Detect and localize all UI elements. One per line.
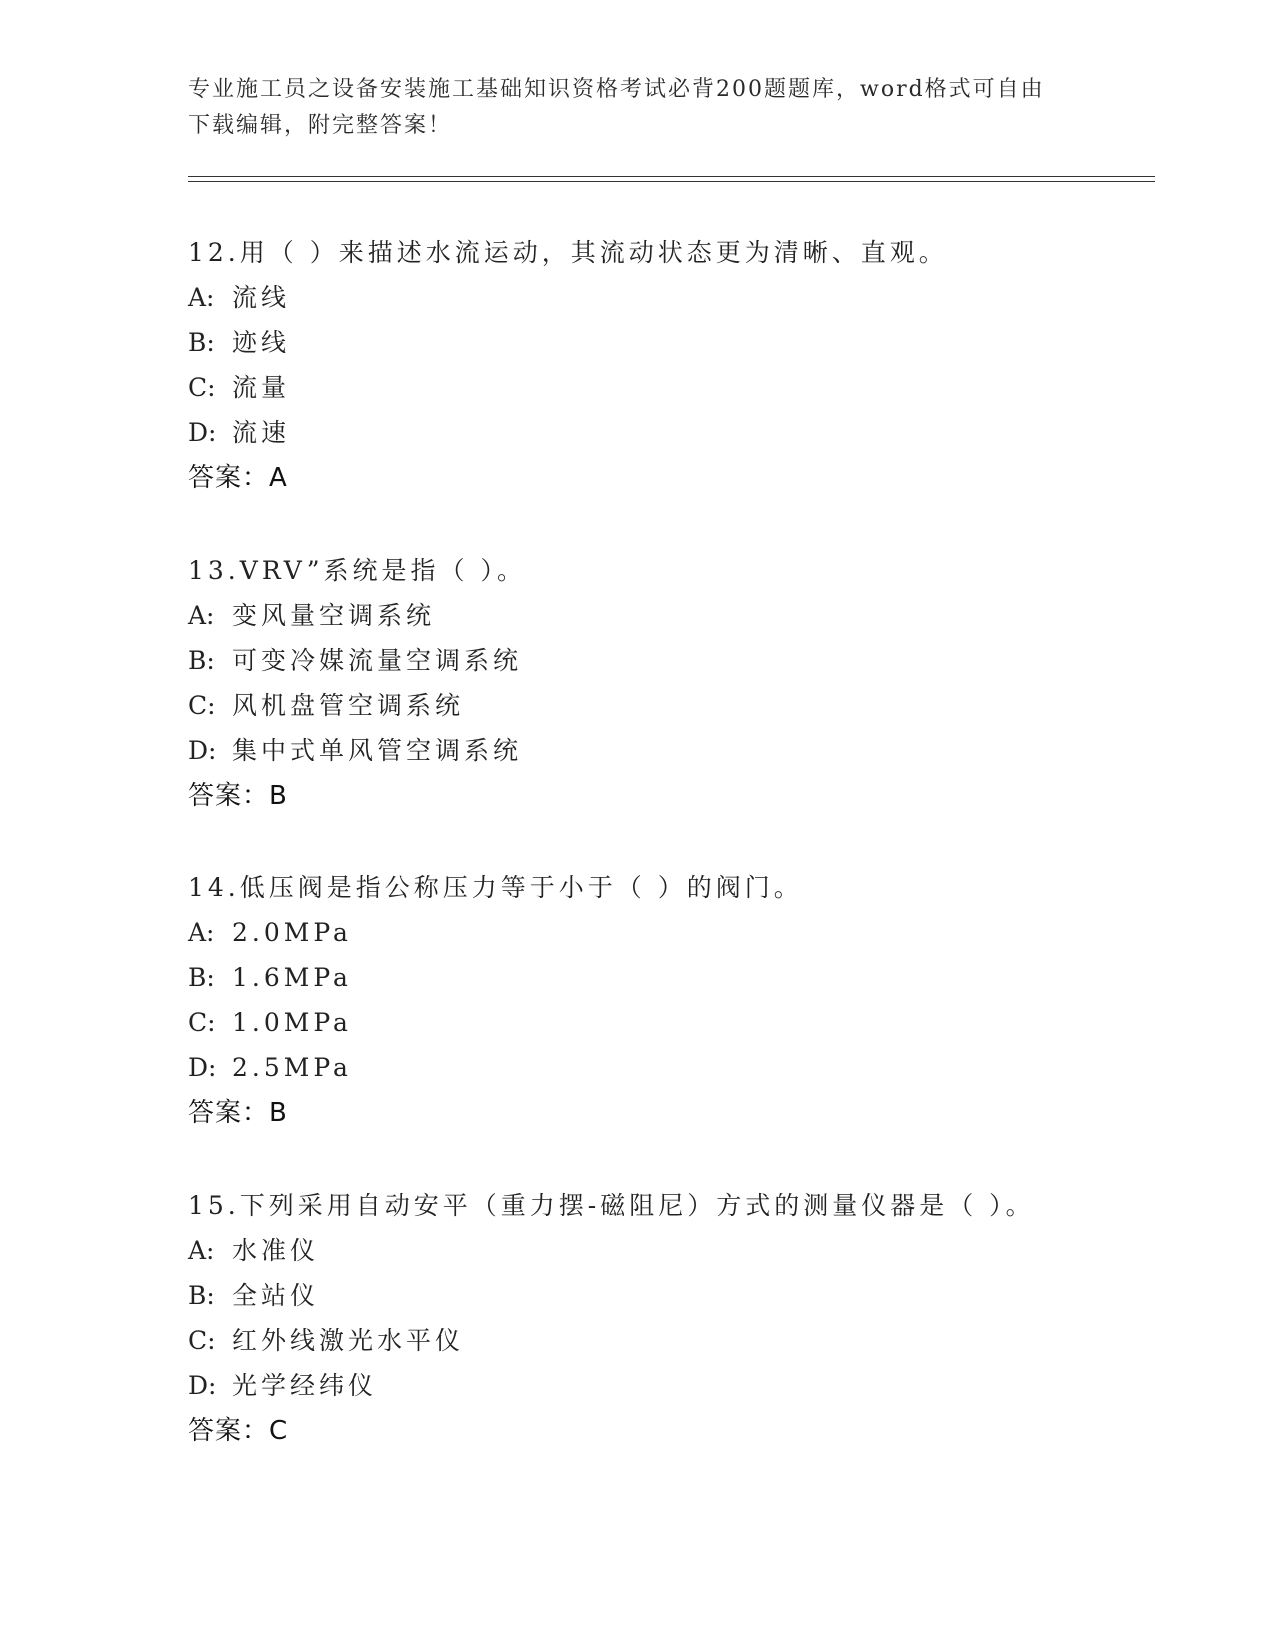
answer-line: 答案：B (188, 1098, 288, 1128)
option-key: D: (188, 1371, 217, 1400)
option-key: B: (188, 646, 215, 675)
option-text: 光学经纬仪 (232, 1371, 378, 1400)
option-a (188, 601, 1148, 646)
document-header (188, 72, 1088, 144)
option-text: 1.0MPa (232, 1008, 352, 1037)
option-b (188, 328, 1148, 373)
option-c (188, 1008, 1148, 1053)
option-key: C: (188, 691, 216, 720)
option-text: 风机盘管空调系统 (232, 691, 465, 720)
option-text: 1.6MPa (232, 963, 352, 992)
answer-line: 答案：A (188, 463, 288, 493)
option-key: B: (188, 1281, 215, 1310)
question-stem: 13.VRV”系统是指（ ）。 (188, 556, 526, 585)
header-divider-top (188, 176, 1155, 177)
question-stem: 12.用（ ）来描述水流运动，其流动状态更为清晰、直观。 (188, 238, 948, 267)
option-text: 可变冷媒流量空调系统 (232, 646, 523, 675)
option-key: C: (188, 373, 216, 402)
option-key: D: (188, 736, 217, 765)
option-key: A: (188, 601, 215, 630)
option-c (188, 691, 1148, 736)
question-12 (188, 238, 1148, 508)
option-key: C: (188, 1008, 216, 1037)
option-a (188, 1236, 1148, 1281)
option-b (188, 1281, 1148, 1326)
option-key: A: (188, 918, 215, 947)
option-text: 2.0MPa (232, 918, 352, 947)
option-key: B: (188, 328, 215, 357)
question-stem: 15.下列采用自动安平（重力摆-磁阻尼）方式的测量仪器是（ ）。 (188, 1191, 1035, 1220)
answer-line: 答案：B (188, 781, 288, 811)
option-key: C: (188, 1326, 216, 1355)
question-15 (188, 1191, 1148, 1461)
option-key: D: (188, 1053, 217, 1082)
option-a (188, 918, 1148, 963)
option-d (188, 1053, 1148, 1098)
option-c (188, 1326, 1148, 1371)
option-text: 变风量空调系统 (232, 601, 436, 630)
option-key: A: (188, 1236, 215, 1265)
option-b (188, 963, 1148, 1008)
option-key: D: (188, 418, 217, 447)
option-key: A: (188, 283, 215, 312)
option-d (188, 1371, 1148, 1416)
option-text: 集中式单风管空调系统 (232, 736, 523, 765)
option-text: 迹线 (232, 328, 291, 357)
option-text: 红外线激光水平仪 (232, 1326, 465, 1355)
option-text: 水准仪 (232, 1236, 320, 1265)
header-line-2: 下载编辑，附完整答案！ (188, 113, 453, 138)
option-text: 全站仪 (232, 1281, 320, 1310)
option-text: 流线 (232, 283, 291, 312)
option-d (188, 418, 1148, 463)
header-divider-bottom (188, 181, 1155, 182)
question-13 (188, 556, 1148, 826)
option-c (188, 373, 1148, 418)
answer-line: 答案：C (188, 1416, 289, 1446)
option-text: 流量 (232, 373, 291, 402)
question-stem: 14.低压阀是指公称压力等于小于（ ）的阀门。 (188, 873, 803, 902)
option-key: B: (188, 963, 215, 992)
header-line-1: 专业施工员之设备安装施工基础知识资格考试必背200题题库，word格式可自由 (188, 77, 1045, 102)
option-d (188, 736, 1148, 781)
option-b (188, 646, 1148, 691)
question-14 (188, 873, 1148, 1143)
option-text: 流速 (232, 418, 291, 447)
option-a (188, 283, 1148, 328)
option-text: 2.5MPa (232, 1053, 352, 1082)
